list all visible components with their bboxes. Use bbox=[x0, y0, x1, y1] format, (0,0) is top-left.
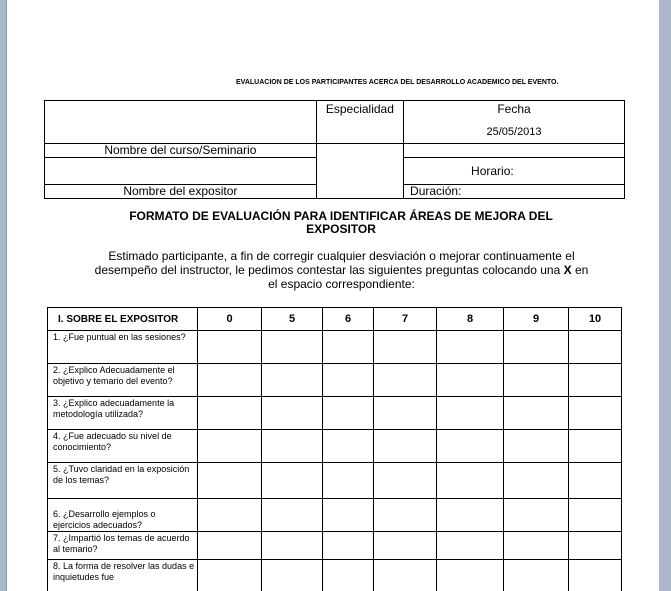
rating-cell[interactable] bbox=[569, 331, 622, 364]
question-text: 2. ¿Explico Adecuadamente el objetivo y temario del evento? bbox=[48, 364, 198, 397]
rating-cell[interactable] bbox=[374, 532, 437, 560]
question-row bbox=[48, 430, 622, 463]
question-row bbox=[48, 560, 622, 591]
rating-cell[interactable] bbox=[374, 560, 437, 591]
curso-value-cell bbox=[45, 158, 317, 185]
fecha-extra-cell bbox=[404, 144, 625, 158]
intro-paragraph bbox=[93, 249, 590, 291]
question-text: 8. La forma de resolver las dudas e inquietudes fue bbox=[48, 560, 198, 591]
rating-cell[interactable] bbox=[374, 430, 437, 463]
document-header: EVALUACION DE LOS PARTICIPANTES ACERCA DEL DESARROLLO ACADEMICO DEL EVENTO. bbox=[236, 79, 559, 86]
form-title: FORMATO DE EVALUACIÓN PARA IDENTIFICAR ÁREAS DE MEJORA DEL EXPOSITOR bbox=[129, 209, 553, 236]
scale-header: 0 bbox=[198, 308, 262, 331]
rating-cell[interactable] bbox=[437, 532, 504, 560]
question-text: 6. ¿Desarrollo ejemplos o ejercicios adecuados? bbox=[48, 499, 198, 532]
intro-mark: X bbox=[563, 263, 572, 277]
rating-cell[interactable] bbox=[262, 560, 323, 591]
rating-cell[interactable] bbox=[437, 397, 504, 430]
rating-cell[interactable] bbox=[569, 560, 622, 591]
fecha-label: Fecha bbox=[497, 102, 531, 116]
rating-cell[interactable] bbox=[569, 463, 622, 499]
intro-text-1: Estimado participante, a fin de corregir cualquier desviación o mejorar continuamente el desempeño del instructor, le pedimos contestar las siguientes preguntas colocando una bbox=[94, 249, 575, 277]
duracion-label: Duración: bbox=[404, 185, 625, 199]
intro-text-2: en el espacio correspondiente: bbox=[268, 263, 589, 291]
rating-cell[interactable] bbox=[198, 430, 262, 463]
rating-cell[interactable] bbox=[504, 397, 569, 430]
scale-header: 10 bbox=[569, 308, 622, 331]
rating-cell[interactable] bbox=[504, 364, 569, 397]
rating-cell[interactable] bbox=[262, 397, 323, 430]
rating-cell[interactable] bbox=[198, 364, 262, 397]
scale-header: 7 bbox=[374, 308, 437, 331]
rating-cell[interactable] bbox=[262, 331, 323, 364]
rating-cell[interactable] bbox=[323, 364, 374, 397]
rating-cell[interactable] bbox=[504, 463, 569, 499]
question-text: 1. ¿Fue puntual en las sesiones? bbox=[48, 331, 198, 364]
rating-cell[interactable] bbox=[504, 560, 569, 591]
question-row bbox=[48, 331, 622, 364]
question-text: 7. ¿Impartió los temas de acuerdo al temario? bbox=[48, 532, 198, 560]
rating-cell[interactable] bbox=[437, 463, 504, 499]
horario-label: Horario: bbox=[404, 158, 625, 185]
especialidad-label: Especialidad bbox=[316, 101, 403, 144]
rating-cell[interactable] bbox=[262, 532, 323, 560]
viewer-background-edge bbox=[659, 0, 671, 591]
rating-cell[interactable] bbox=[437, 499, 504, 532]
rating-cell[interactable] bbox=[323, 430, 374, 463]
rating-cell[interactable] bbox=[323, 560, 374, 591]
scale-header: 6 bbox=[323, 308, 374, 331]
rating-cell[interactable] bbox=[569, 499, 622, 532]
scale-header: 8 bbox=[437, 308, 504, 331]
rating-cell[interactable] bbox=[374, 397, 437, 430]
question-row bbox=[48, 532, 622, 560]
question-text: 4. ¿Fue adecuado su nivel de conocimiento? bbox=[48, 430, 198, 463]
rating-cell[interactable] bbox=[437, 364, 504, 397]
rating-cell[interactable] bbox=[374, 331, 437, 364]
rating-cell[interactable] bbox=[437, 331, 504, 364]
rating-cell[interactable] bbox=[323, 331, 374, 364]
rating-cell[interactable] bbox=[504, 430, 569, 463]
rating-cell[interactable] bbox=[262, 463, 323, 499]
rating-cell[interactable] bbox=[262, 364, 323, 397]
rating-cell[interactable] bbox=[323, 532, 374, 560]
scale-header: 5 bbox=[262, 308, 323, 331]
rating-cell[interactable] bbox=[569, 364, 622, 397]
rating-cell[interactable] bbox=[262, 430, 323, 463]
fecha-value: 25/05/2013 bbox=[486, 126, 542, 138]
question-row bbox=[48, 499, 622, 532]
rating-cell[interactable] bbox=[262, 499, 323, 532]
document-page bbox=[6, 0, 660, 591]
rating-cell[interactable] bbox=[437, 560, 504, 591]
rating-cell[interactable] bbox=[198, 331, 262, 364]
rating-cell[interactable] bbox=[198, 463, 262, 499]
curso-label: Nombre del curso/Seminario bbox=[45, 144, 317, 158]
question-row bbox=[48, 463, 622, 499]
info-blank-cell bbox=[45, 101, 317, 144]
expositor-label: Nombre del expositor bbox=[45, 185, 317, 199]
rating-cell[interactable] bbox=[374, 463, 437, 499]
rating-cell[interactable] bbox=[198, 560, 262, 591]
rating-cell[interactable] bbox=[323, 463, 374, 499]
section-header: I. SOBRE EL EXPOSITOR bbox=[48, 308, 198, 331]
evaluation-grid bbox=[47, 307, 622, 591]
rating-cell[interactable] bbox=[437, 430, 504, 463]
rating-cell[interactable] bbox=[323, 397, 374, 430]
especialidad-value-cell bbox=[316, 144, 403, 199]
fecha-cell bbox=[404, 101, 625, 144]
question-row bbox=[48, 364, 622, 397]
rating-cell[interactable] bbox=[374, 364, 437, 397]
rating-cell[interactable] bbox=[374, 499, 437, 532]
rating-cell[interactable] bbox=[198, 397, 262, 430]
rating-cell[interactable] bbox=[569, 397, 622, 430]
rating-cell[interactable] bbox=[198, 499, 262, 532]
question-row bbox=[48, 397, 622, 430]
rating-cell[interactable] bbox=[504, 499, 569, 532]
rating-cell[interactable] bbox=[504, 331, 569, 364]
rating-cell[interactable] bbox=[198, 532, 262, 560]
rating-cell[interactable] bbox=[569, 430, 622, 463]
rating-cell[interactable] bbox=[323, 499, 374, 532]
rating-cell[interactable] bbox=[504, 532, 569, 560]
question-text: 5. ¿Tuvo claridad en la exposición de los temas? bbox=[48, 463, 198, 499]
question-text: 3. ¿Explico adecuadamente la metodología utilizada? bbox=[48, 397, 198, 430]
rating-cell[interactable] bbox=[569, 532, 622, 560]
scale-header: 9 bbox=[504, 308, 569, 331]
course-info-table bbox=[44, 100, 625, 199]
